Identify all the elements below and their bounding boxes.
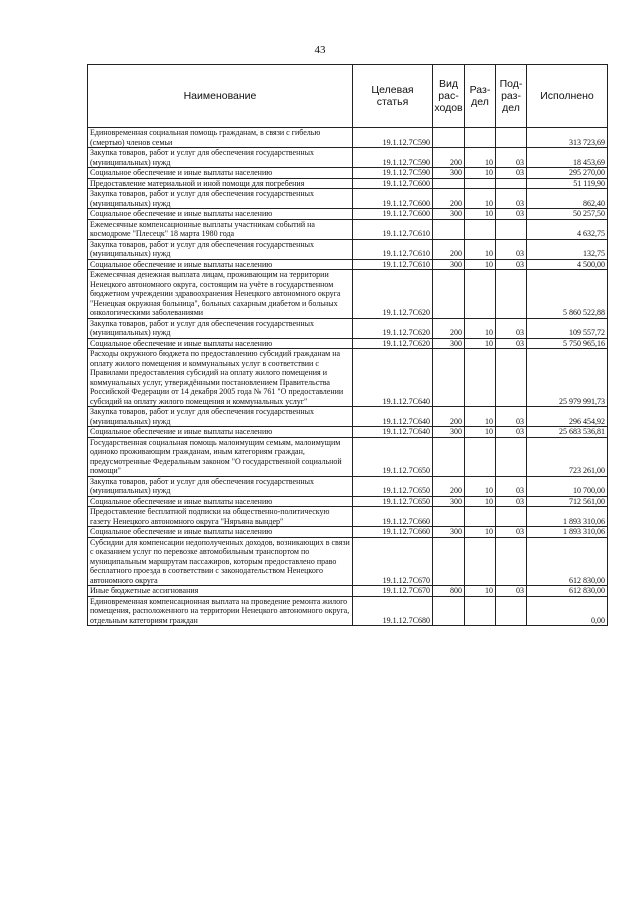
row-expense-type: 300 — [433, 209, 465, 220]
row-target-article: 19.1.12.7С640 — [353, 427, 433, 438]
row-target-article: 19.1.12.7С600 — [353, 178, 433, 189]
row-expense-type: 300 — [433, 168, 465, 179]
row-section: 10 — [465, 338, 496, 349]
row-subsection: 03 — [496, 427, 527, 438]
row-name: Закупка товаров, работ и услуг для обеспечения государственных (муниципальных) нужд — [88, 318, 353, 338]
row-executed: 5 750 965,16 — [527, 338, 608, 349]
row-executed: 862,40 — [527, 189, 608, 209]
row-expense-type — [433, 537, 465, 586]
row-target-article: 19.1.12.7С610 — [353, 219, 433, 239]
table-row — [88, 259, 608, 270]
table-row — [88, 537, 608, 586]
row-target-article: 19.1.12.7С590 — [353, 168, 433, 179]
row-subsection — [496, 349, 527, 407]
row-section: 10 — [465, 168, 496, 179]
row-name: Единовременная компенсационная выплата на проведение ремонта жилого помещения, расположенного на территории Ненецкого автономного округа, отдельным категориям граждан — [88, 596, 353, 626]
table-row — [88, 318, 608, 338]
header-executed: Исполнено — [527, 65, 608, 128]
row-name: Закупка товаров, работ и услуг для обеспечения государственных (муниципальных) нужд — [88, 239, 353, 259]
row-subsection — [496, 437, 527, 476]
row-subsection — [496, 219, 527, 239]
table-row — [88, 178, 608, 189]
row-subsection: 03 — [496, 148, 527, 168]
row-expense-type: 300 — [433, 496, 465, 507]
row-section: 10 — [465, 239, 496, 259]
row-executed: 4 632,75 — [527, 219, 608, 239]
row-executed: 0,00 — [527, 596, 608, 626]
row-target-article: 19.1.12.7С600 — [353, 189, 433, 209]
row-name: Социальное обеспечение и иные выплаты населению — [88, 168, 353, 179]
row-executed: 50 257,50 — [527, 209, 608, 220]
row-subsection — [496, 537, 527, 586]
row-target-article: 19.1.12.7С600 — [353, 209, 433, 220]
row-executed: 296 454,92 — [527, 407, 608, 427]
row-expense-type: 300 — [433, 338, 465, 349]
row-expense-type: 300 — [433, 259, 465, 270]
table-row — [88, 476, 608, 496]
table-row — [88, 527, 608, 538]
row-expense-type: 200 — [433, 189, 465, 209]
row-executed: 25 979 991,73 — [527, 349, 608, 407]
row-executed: 295 270,00 — [527, 168, 608, 179]
row-executed: 18 453,69 — [527, 148, 608, 168]
row-target-article: 19.1.12.7С620 — [353, 270, 433, 319]
row-name: Закупка товаров, работ и услуг для обеспечения государственных (муниципальных) нужд — [88, 189, 353, 209]
row-subsection: 03 — [496, 318, 527, 338]
row-executed: 612 830,00 — [527, 586, 608, 597]
row-executed: 612 830,00 — [527, 537, 608, 586]
row-target-article: 19.1.12.7С660 — [353, 507, 433, 527]
row-name: Иные бюджетные ассигнования — [88, 586, 353, 597]
table-row — [88, 219, 608, 239]
row-section — [465, 270, 496, 319]
row-target-article: 19.1.12.7С640 — [353, 349, 433, 407]
table-row — [88, 596, 608, 626]
row-name: Социальное обеспечение и иные выплаты населению — [88, 209, 353, 220]
row-executed: 723 261,00 — [527, 437, 608, 476]
row-name: Закупка товаров, работ и услуг для обеспечения государственных (муниципальных) нужд — [88, 148, 353, 168]
table-row — [88, 427, 608, 438]
row-target-article: 19.1.12.7С650 — [353, 476, 433, 496]
row-subsection: 03 — [496, 338, 527, 349]
row-section — [465, 178, 496, 189]
row-target-article: 19.1.12.7С590 — [353, 128, 433, 148]
row-section — [465, 596, 496, 626]
row-subsection: 03 — [496, 259, 527, 270]
row-name: Ежемесячные компенсационные выплаты участникам событий на космодроме "Плесецк" 18 марта 1980 года — [88, 219, 353, 239]
row-executed: 313 723,69 — [527, 128, 608, 148]
row-expense-type — [433, 349, 465, 407]
row-name: Закупка товаров, работ и услуг для обеспечения государственных (муниципальных) нужд — [88, 476, 353, 496]
row-subsection: 03 — [496, 239, 527, 259]
row-section: 10 — [465, 427, 496, 438]
row-subsection: 03 — [496, 209, 527, 220]
row-subsection — [496, 178, 527, 189]
row-section: 10 — [465, 586, 496, 597]
row-target-article: 19.1.12.7С620 — [353, 338, 433, 349]
table-row — [88, 148, 608, 168]
row-section: 10 — [465, 318, 496, 338]
table-row — [88, 496, 608, 507]
row-subsection: 03 — [496, 496, 527, 507]
row-executed: 4 500,00 — [527, 259, 608, 270]
row-name: Социальное обеспечение и иные выплаты населению — [88, 527, 353, 538]
row-section: 10 — [465, 189, 496, 209]
row-target-article: 19.1.12.7С590 — [353, 148, 433, 168]
header-name: Наименование — [88, 65, 353, 128]
row-expense-type — [433, 178, 465, 189]
row-expense-type: 300 — [433, 527, 465, 538]
row-expense-type: 200 — [433, 407, 465, 427]
table-row — [88, 270, 608, 319]
row-executed: 10 700,00 — [527, 476, 608, 496]
row-section — [465, 128, 496, 148]
row-section: 10 — [465, 209, 496, 220]
table-row — [88, 189, 608, 209]
table-row — [88, 338, 608, 349]
row-section: 10 — [465, 496, 496, 507]
row-expense-type — [433, 128, 465, 148]
row-subsection: 03 — [496, 407, 527, 427]
table-row — [88, 128, 608, 148]
row-subsection: 03 — [496, 586, 527, 597]
row-target-article: 19.1.12.7С660 — [353, 527, 433, 538]
row-expense-type — [433, 270, 465, 319]
row-name: Расходы окружного бюджета по предоставлению субсидий гражданам на оплату жилого помещения и коммунальных услуг в соответствии с Правилами предоставления субсидий на оплату жилого помещения и коммунальных услуг, утверждёнными постановлением Правительства Российской Федерации от 14 декабря 2005 года № 761 "О предоставлении субсидий на оплату жилого помещения и коммунальных услуг" — [88, 349, 353, 407]
row-name: Социальное обеспечение и иные выплаты населению — [88, 338, 353, 349]
row-section — [465, 219, 496, 239]
row-expense-type — [433, 596, 465, 626]
table-row — [88, 507, 608, 527]
row-target-article: 19.1.12.7С610 — [353, 239, 433, 259]
table-body — [88, 128, 608, 626]
row-target-article: 19.1.12.7С640 — [353, 407, 433, 427]
row-subsection — [496, 596, 527, 626]
row-subsection: 03 — [496, 527, 527, 538]
table-row — [88, 168, 608, 179]
row-expense-type: 200 — [433, 476, 465, 496]
header-target-article: Целевая статья — [353, 65, 433, 128]
row-section — [465, 537, 496, 586]
row-expense-type: 200 — [433, 148, 465, 168]
row-expense-type — [433, 219, 465, 239]
row-target-article: 19.1.12.7С670 — [353, 537, 433, 586]
page-number: 43 — [314, 44, 326, 56]
row-section — [465, 349, 496, 407]
row-expense-type: 800 — [433, 586, 465, 597]
row-target-article: 19.1.12.7С650 — [353, 496, 433, 507]
table-row — [88, 239, 608, 259]
row-executed: 1 893 310,06 — [527, 507, 608, 527]
row-expense-type: 300 — [433, 427, 465, 438]
row-expense-type: 200 — [433, 318, 465, 338]
row-name: Социальное обеспечение и иные выплаты населению — [88, 496, 353, 507]
row-section: 10 — [465, 407, 496, 427]
row-name: Предоставление бесплатной подписки на общественно-политическую газету Ненецкого автономного округа "Няръяна вындер" — [88, 507, 353, 527]
row-name: Закупка товаров, работ и услуг для обеспечения государственных (муниципальных) нужд — [88, 407, 353, 427]
row-section — [465, 507, 496, 527]
budget-execution-table — [87, 64, 608, 626]
row-expense-type — [433, 437, 465, 476]
row-executed: 5 860 522,88 — [527, 270, 608, 319]
table-header-row — [88, 65, 608, 128]
row-name: Предоставление материальной и иной помощи для погребения — [88, 178, 353, 189]
header-subsection: Под- раз- дел — [496, 65, 527, 128]
table-row — [88, 407, 608, 427]
row-section: 10 — [465, 259, 496, 270]
table-row — [88, 349, 608, 407]
row-section: 10 — [465, 527, 496, 538]
header-expense-type: Вид рас- ходов — [433, 65, 465, 128]
row-name: Государственная социальная помощь малоимущим семьям, малоимущим одиноко проживающим гражданам, иным категориям граждан, предусмотренные Федеральным законом "О государственной социальной помощи" — [88, 437, 353, 476]
row-executed: 132,75 — [527, 239, 608, 259]
row-section: 10 — [465, 148, 496, 168]
row-name: Единовременная социальная помощь гражданам, в связи с гибелью (смертью) членов семьи — [88, 128, 353, 148]
row-section: 10 — [465, 476, 496, 496]
table-row — [88, 437, 608, 476]
row-target-article: 19.1.12.7С620 — [353, 318, 433, 338]
row-section — [465, 437, 496, 476]
row-executed: 51 119,90 — [527, 178, 608, 189]
row-target-article: 19.1.12.7С650 — [353, 437, 433, 476]
row-executed: 25 683 536,81 — [527, 427, 608, 438]
row-name: Социальное обеспечение и иные выплаты населению — [88, 427, 353, 438]
table-row — [88, 586, 608, 597]
row-name: Социальное обеспечение и иные выплаты населению — [88, 259, 353, 270]
row-expense-type — [433, 507, 465, 527]
header-section: Раз- дел — [465, 65, 496, 128]
row-executed: 109 557,72 — [527, 318, 608, 338]
row-subsection — [496, 270, 527, 319]
row-executed: 712 561,00 — [527, 496, 608, 507]
row-name: Ежемесячная денежная выплата лицам, проживающим на территории Ненецкого автономного округа, состоящим на учёте в государственном бюджетном учреждении здравоохранения Ненецкого автономного округа "Ненецкая окружная больница", больных сахарным диабетом и больных онкологическими заболеваниями — [88, 270, 353, 319]
row-target-article: 19.1.12.7С610 — [353, 259, 433, 270]
row-subsection: 03 — [496, 168, 527, 179]
row-target-article: 19.1.12.7С680 — [353, 596, 433, 626]
row-executed: 1 893 310,06 — [527, 527, 608, 538]
row-subsection — [496, 128, 527, 148]
row-name: Субсидии для компенсации недополученных доходов, возникающих в связи с оказанием услуг по перевозке автомобильным транспортом по муниципальным маршрутам пассажиров, которым предоставлено право бесплатного проезда в соответствии с законодательством Ненецкого автономного округа — [88, 537, 353, 586]
row-subsection: 03 — [496, 476, 527, 496]
row-expense-type: 200 — [433, 239, 465, 259]
row-target-article: 19.1.12.7С670 — [353, 586, 433, 597]
row-subsection — [496, 507, 527, 527]
table-row — [88, 209, 608, 220]
row-subsection: 03 — [496, 189, 527, 209]
